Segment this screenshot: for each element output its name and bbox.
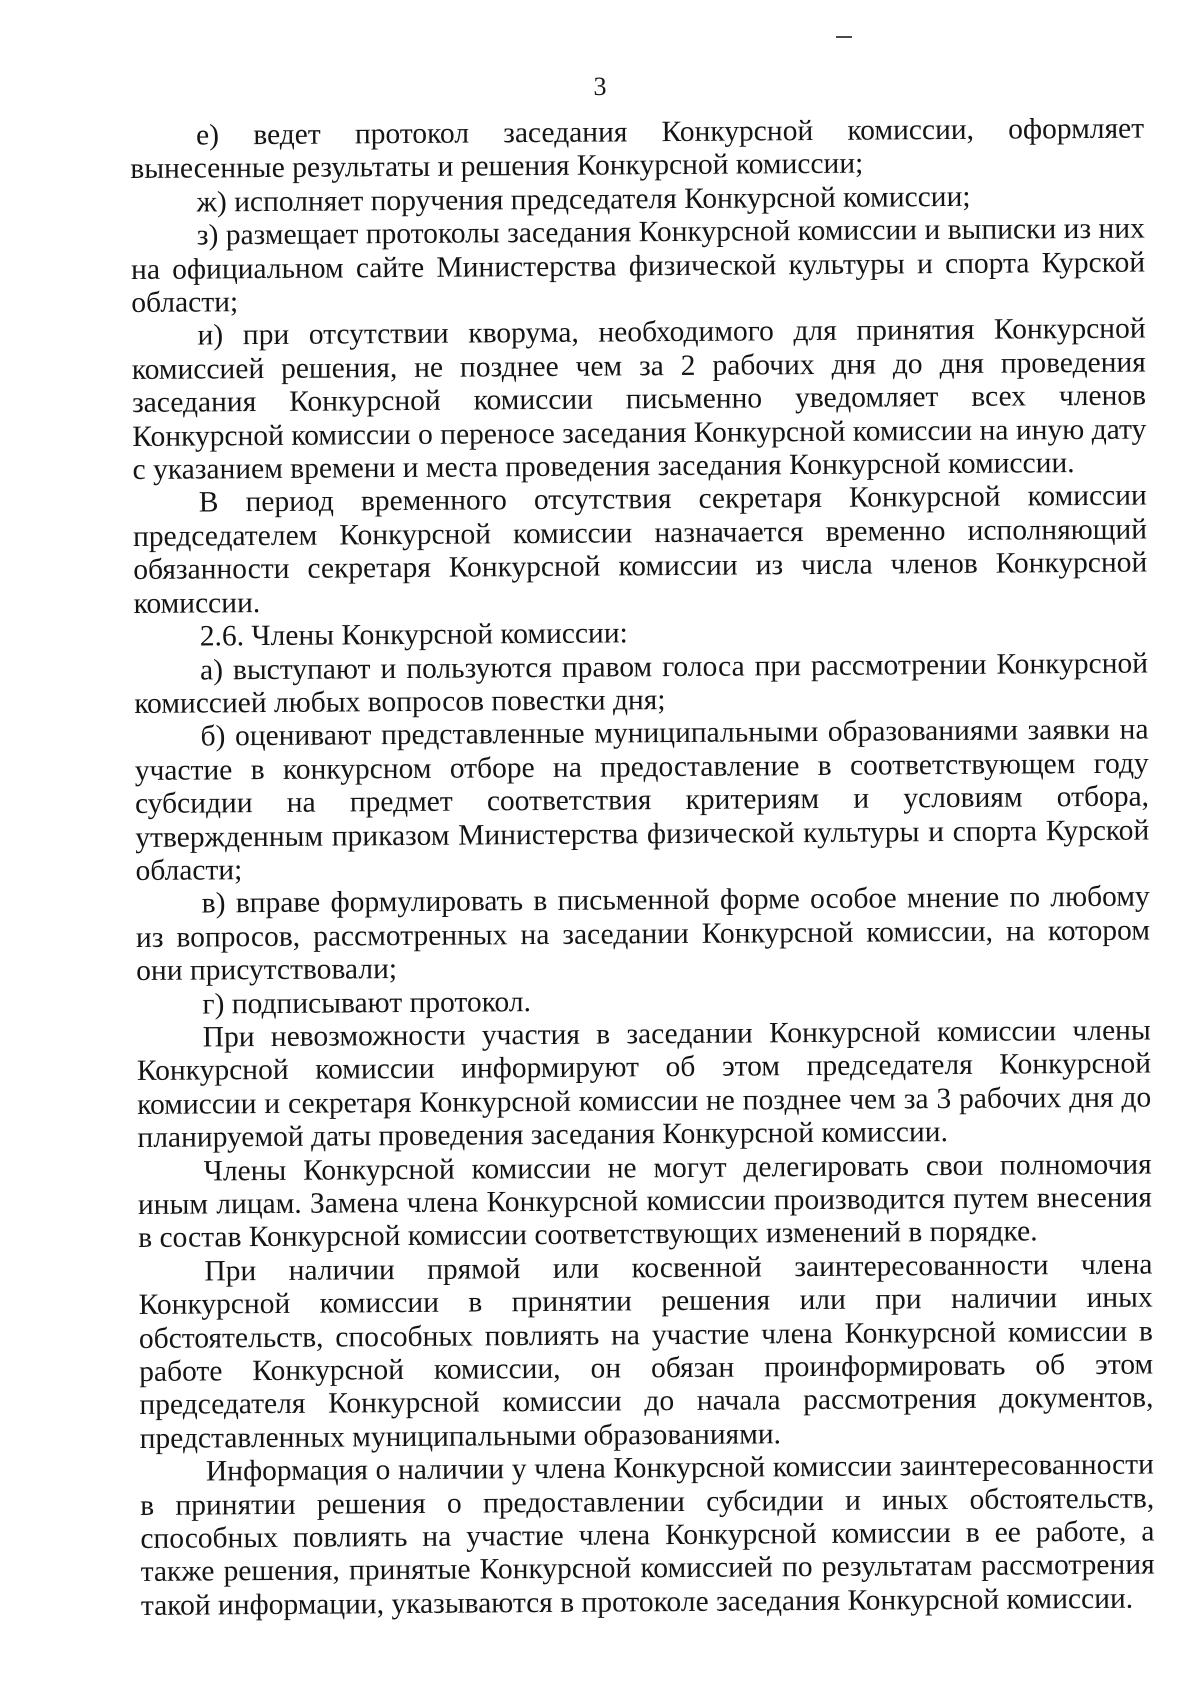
paragraph-item-i: и) при отсутствии кворума, необходимого для принятия Конкурсной комиссией решения, не позднее чем за 2 рабочих дня до дня проведения заседания Конкурсной комиссии письменно уведомляет всех членов Конкурсной комиссии о переносе заседания Конкурсной комиссии на иную дату с указанием времени и места проведения заседания Конкурсной комиссии. <box>131 312 1147 487</box>
paragraph-item-z: з) размещает протоколы заседания Конкурсной комиссии и выписки из них на официальном сайте Министерства физической культуры и спорта Курской области; <box>130 212 1146 320</box>
paragraph-item-e: е) ведет протокол заседания Конкурсной комиссии, оформляет вынесенные результаты и решения Конкурсной комиссии; <box>130 112 1145 186</box>
paragraph-item-b: б) оценивают представленные муниципальными образованиями заявки на участие в конкурсном отборе на предоставление в соответствующем году субсидии на предмет соответствия критериям и условиям отбора, утвержденным приказом Министерства физической культуры и спорта Курской области; <box>134 713 1150 887</box>
paragraph-conflict-of-interest: При наличии прямой или косвенной заинтересованности члена Конкурсной комиссии в принятии решения или при наличии иных обстоятельств, способных повлиять на участие члена Конкурсной комиссии в работе Конкурсной комиссии, он обязан проинформировать об этом председателя Конкурсной комиссии до начала рассмотрения документов, представленных муниципальными образованиями. <box>138 1248 1154 1455</box>
paragraph-item-g: г) подписывают протокол. <box>202 985 532 1021</box>
paragraph-item-a: а) выступают и пользуются правом голоса при рассмотрении Конкурсной комиссией любых вопросов повестки дня; <box>134 647 1149 720</box>
document-body <box>130 113 1155 1624</box>
scan-artifact-mark <box>836 36 852 38</box>
page-number: 3 <box>593 72 607 101</box>
paragraph-item-v: в) вправе формулировать в письменной форме особое мнение по любому из вопросов, рассмотренных на заседании Конкурсной комиссии, на котором они присутствовали; <box>135 880 1151 988</box>
paragraph-delegation: Члены Конкурсной комиссии не могут делегировать свои полномочия иным лицам. Замена члена Конкурсной комиссии производится путем внесения в состав Конкурсной комиссии соответствующих изменений в порядке. <box>137 1148 1153 1255</box>
paragraph-absence-notice: При невозможности участия в заседании Конкурсной комиссии члены Конкурсной комиссии информируют об этом председателя Конкурсной комиссии и секретаря Конкурсной комиссии не позднее чем за 3 рабочих дня до планируемой даты проведения заседания Конкурсной комиссии. <box>136 1014 1152 1155</box>
section-heading-2-6: 2.6. Члены Конкурсной комиссии: <box>199 617 628 653</box>
paragraph-secretary-absence: В период временного отсутствия секретаря Конкурсной комиссии председателем Конкурсной комиссии назначается временно исполняющий обязанности секретаря Конкурсной комиссии из числа членов Конкурсной комиссии. <box>132 480 1148 620</box>
paragraph-interest-information: Информация о наличии у члена Конкурсной комиссии заинтересованности в принятии решения о предоставлении субсидии и иных обстоятельств, способных повлиять на участие члена Конкурсной комиссии в ее работе, а также решения, принятые Конкурсной комиссией по результатам рассмотрения такой информации, указываются в протоколе заседания Конкурсной комиссии. <box>140 1448 1155 1622</box>
paragraph-item-zh: ж) исполняет поручения председателя Конкурсной комиссии; <box>196 180 971 219</box>
